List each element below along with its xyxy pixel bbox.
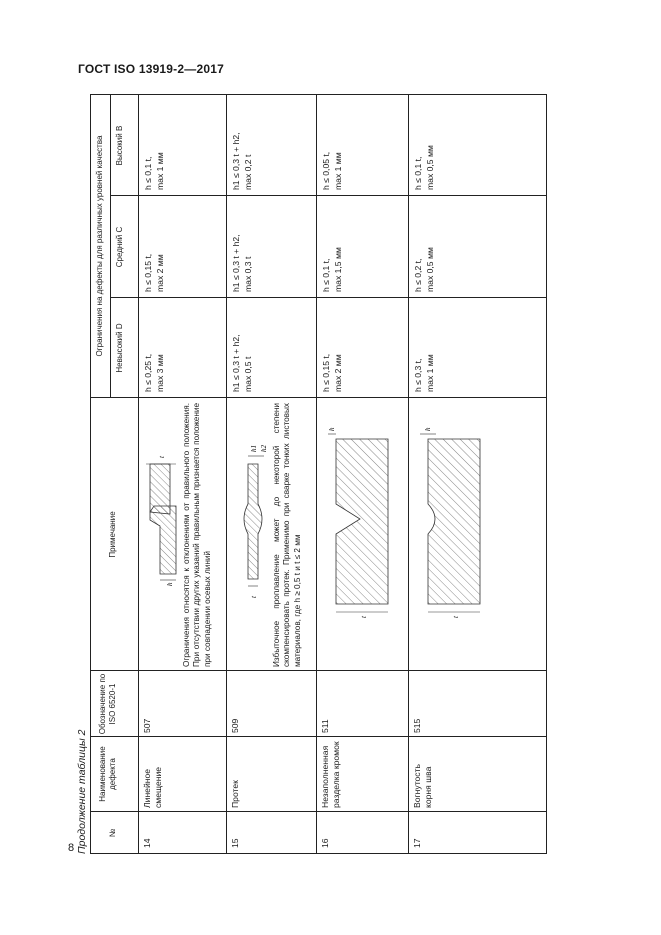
row-14-designation: 507: [142, 718, 152, 733]
row-15-level-d: h1 ≤ 0,3 t + h2, max 0,5 t: [231, 334, 253, 392]
sketch-sagging: [236, 434, 272, 604]
row-16-name: Незаполненная разделка кромок: [320, 741, 341, 808]
sketch-label-t4: t: [452, 616, 460, 618]
header-level-b: Высокий B: [115, 125, 124, 166]
header-no: №: [108, 828, 117, 838]
row-15-level-b: h1 ≤ 0,3 t + h2, max 0,2 t: [231, 132, 253, 190]
row-17-designation: 515: [412, 718, 422, 733]
row-17-level-b: h ≤ 0,1 t, max 0,5 мм: [413, 145, 435, 190]
header-name: Наименование дефекта: [98, 746, 117, 802]
table-caption: Продолжение таблицы 2: [76, 729, 88, 854]
rotated-table-region: [76, 94, 547, 854]
sketch-label-h4: h: [424, 427, 432, 431]
row-14-no: 14: [142, 838, 152, 848]
sketch-label-h2: h2: [260, 445, 268, 452]
row-16-designation: 511: [320, 719, 330, 733]
sketch-incomplete-groove: [322, 424, 402, 618]
row-14-level-d: h ≤ 0,25 t, max 3 мм: [143, 353, 165, 392]
row-15-note: Избыточное проплавление может до некоторой степени скомпенсировать протек. Применимо при сварке тонких листовых материалов, где h ≥ 0,5 t и t ≤ 2 мм: [272, 403, 302, 667]
row-16-no: 16: [320, 838, 330, 848]
row-14-level-b: h ≤ 0,1 t, max 1 мм: [143, 152, 165, 190]
header-designation: Обозначение по ISO 6520-1: [98, 673, 117, 735]
row-17-no: 17: [412, 838, 422, 848]
row-14-name: Линейное смещение: [142, 766, 163, 808]
row-15-name: Протек: [230, 780, 240, 808]
sketch-root-concavity: [414, 424, 494, 618]
sketch-label-t3: t: [360, 616, 368, 618]
sketch-label-h3: h: [328, 427, 336, 431]
page-number: 8: [68, 842, 75, 854]
row-17-name: Вогнутость корня шва: [412, 763, 433, 808]
row-15-no: 15: [230, 838, 240, 848]
sketch-label-t: t: [158, 456, 166, 458]
row-16-level-b: h ≤ 0,05 t, max 1 мм: [321, 151, 343, 190]
header-level-d: Невысокий D: [115, 323, 124, 373]
sketch-linear-misalignment: [142, 444, 182, 594]
header-limits-group: Ограничения на дефекты для различных уровней качества: [95, 135, 104, 357]
row-14-note: Ограничения относятся к отклонениям от правильного положения. При отсутствии других указаний правильным признается положение при совпадении осевых линий: [182, 403, 212, 667]
document-header: ГОСТ ISO 13919-2—2017: [78, 62, 224, 76]
row-17-level-c: h ≤ 0,2 t, max 0,5 мм: [413, 247, 435, 292]
row-16-level-c: h ≤ 0,1 t, max 1,5 мм: [321, 247, 343, 292]
row-16-level-d: h ≤ 0,15 t, max 2 мм: [321, 353, 343, 392]
sketch-label-t2: t: [250, 596, 258, 598]
row-17-level-d: h ≤ 0,3 t, max 1 мм: [413, 354, 435, 392]
row-15-level-c: h1 ≤ 0,3 t + h2, max 0,3 t: [231, 234, 253, 292]
sketch-label-h1: h1: [250, 445, 258, 452]
row-15-designation: 509: [230, 718, 240, 733]
defects-table: [90, 94, 547, 854]
header-note: Примечание: [108, 511, 117, 558]
row-14-level-c: h ≤ 0,15 t, max 2 мм: [143, 253, 165, 292]
sketch-label-h: h: [166, 582, 174, 586]
header-level-c: Средний C: [115, 226, 124, 268]
